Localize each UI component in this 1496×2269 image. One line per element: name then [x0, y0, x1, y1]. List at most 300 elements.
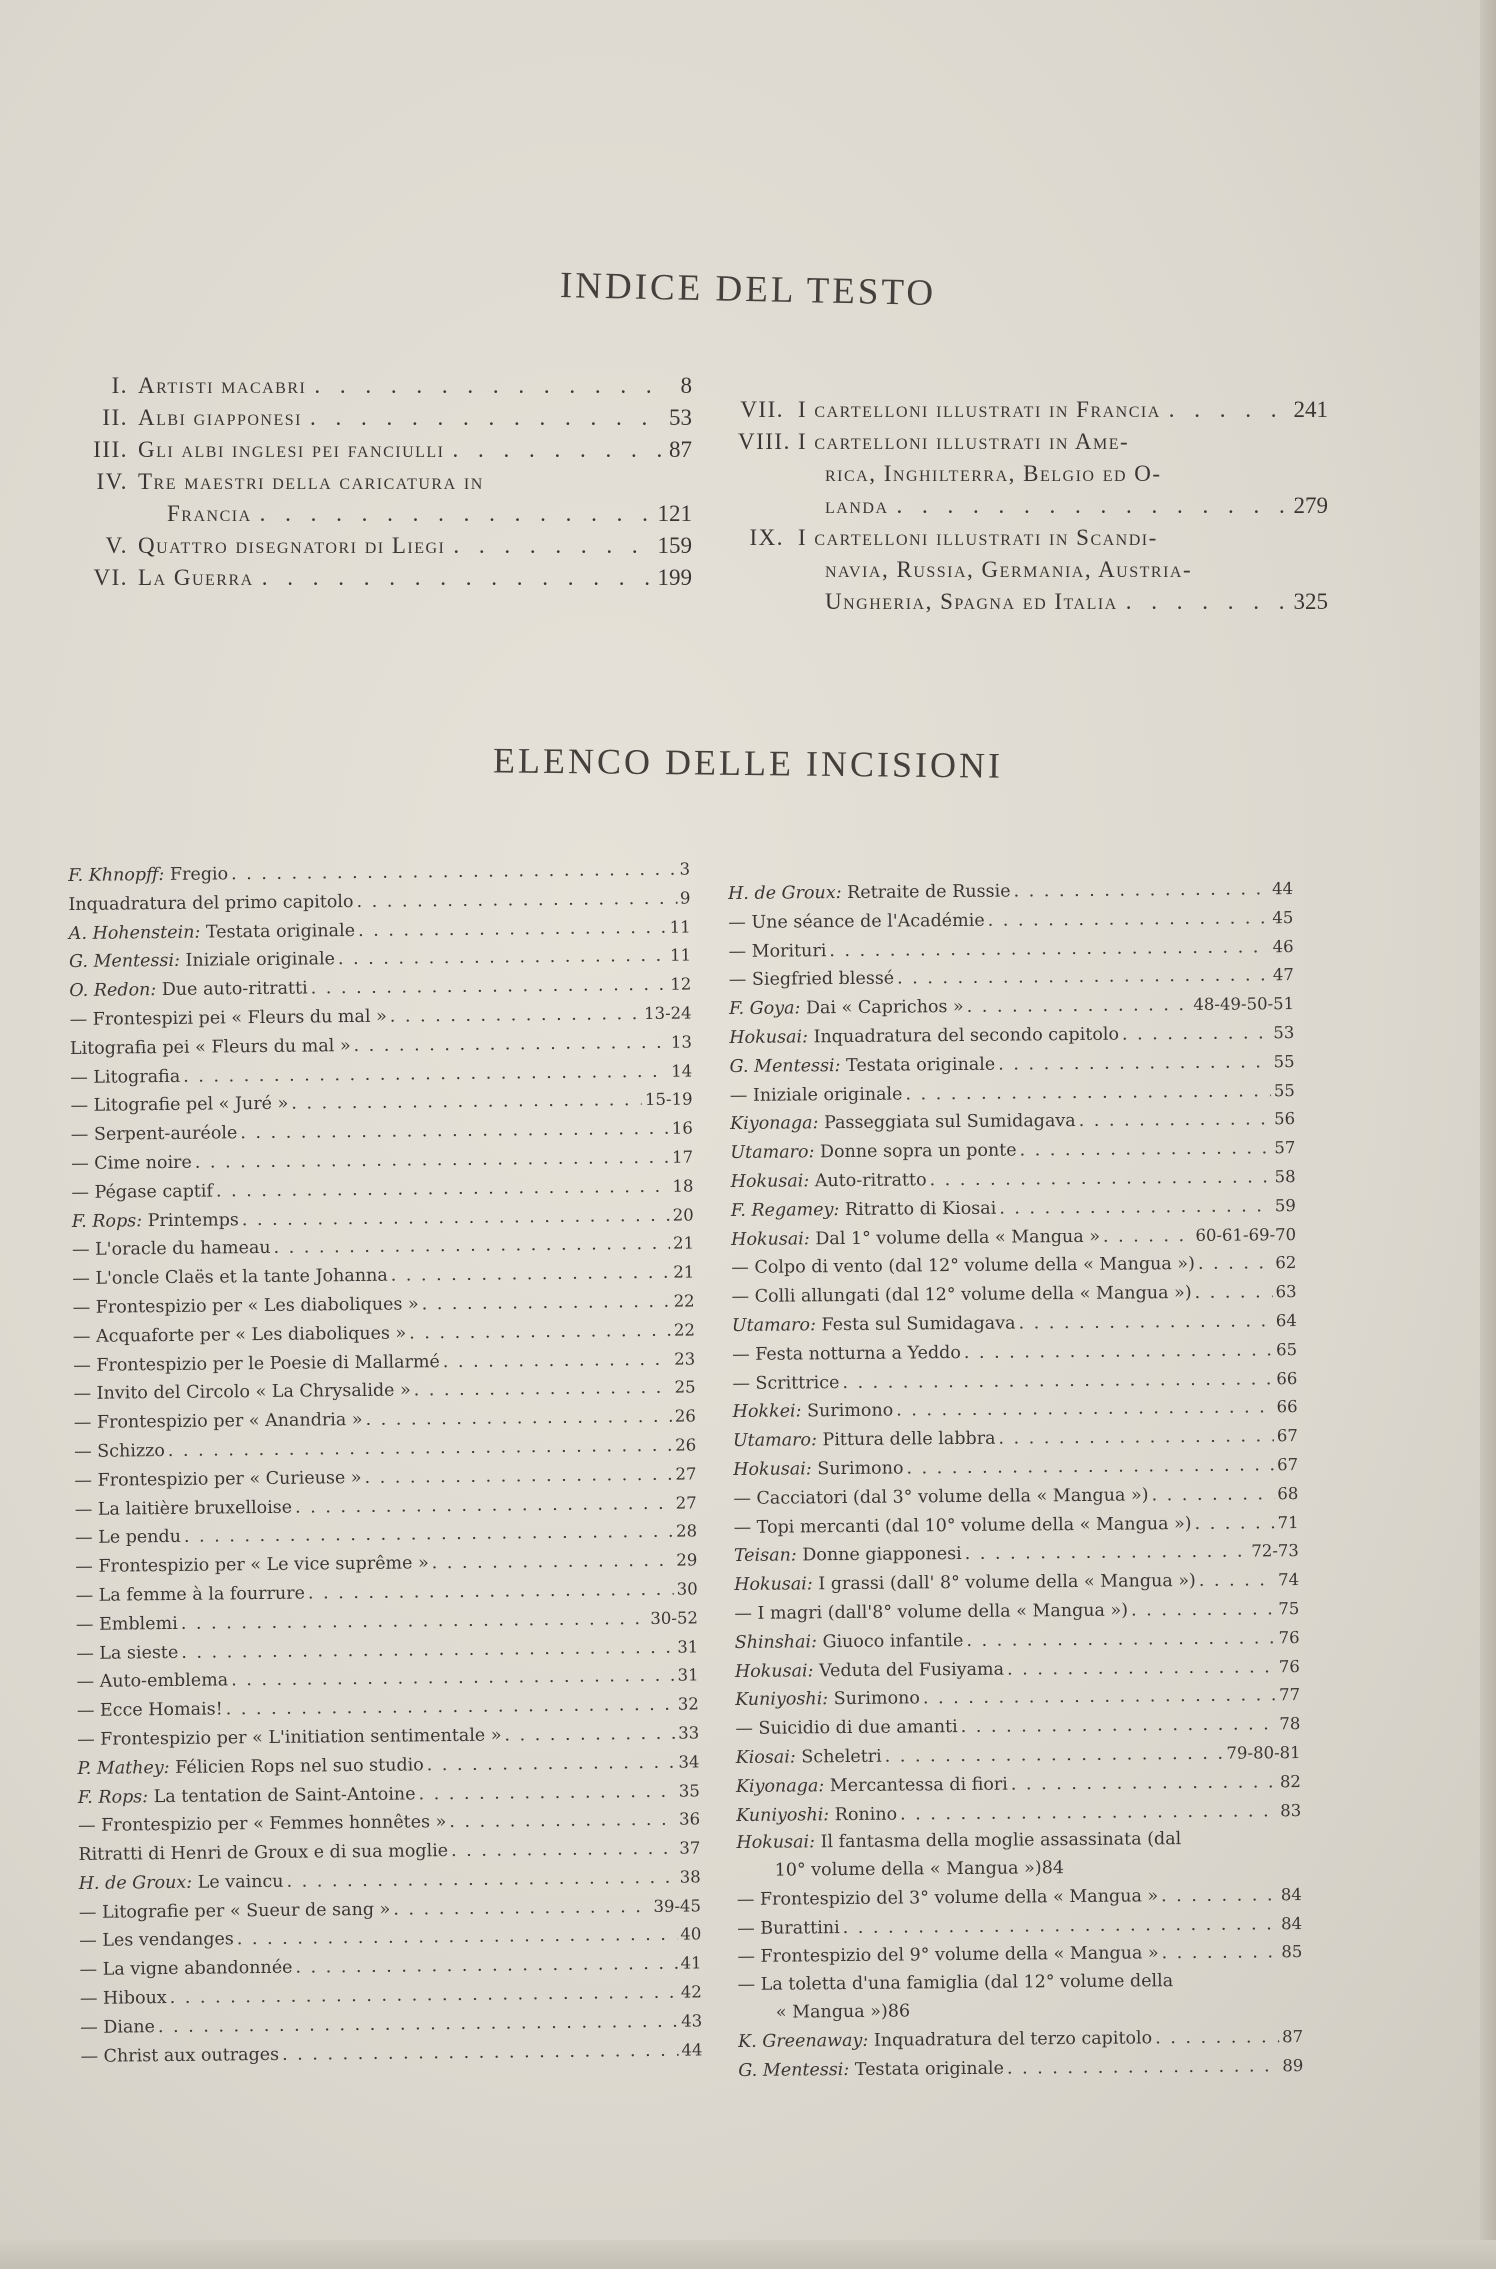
illustration-title-continued: 10° volume della « Mangua ») [774, 1858, 1042, 1881]
list-item-text [80, 2042, 279, 2072]
list-item-text [733, 1426, 996, 1456]
chapter-title: Gli albi inglesi pei fanciulli [138, 437, 445, 462]
leader-dots [158, 2009, 678, 2042]
leader-dots [1011, 1769, 1277, 1799]
illustration-title: — Frontespizio per « Femmes honnêtes » [77, 1812, 447, 1837]
leader-dots [1126, 586, 1286, 618]
list-item-text [728, 908, 985, 938]
toc-entry [92, 402, 692, 434]
page-number: 41 [680, 1953, 702, 1973]
list-item-text [77, 1697, 223, 1726]
page-number: 82 [1279, 1771, 1301, 1791]
leader-dots [311, 972, 668, 1004]
list-item-text [729, 938, 827, 967]
list-item [735, 1710, 1300, 1744]
leader-dots [364, 1461, 672, 1492]
page-number: 55 [1273, 1051, 1295, 1072]
page-number: 43 [681, 2011, 703, 2031]
toc-line [92, 370, 692, 402]
page-number: 11 [669, 917, 691, 937]
leader-dots [286, 1865, 676, 1897]
illustration-title: Passeggiata sul Sumidagava [823, 1111, 1076, 1134]
illustration-title: — Schizzo [74, 1440, 165, 1462]
list-item [730, 1077, 1295, 1111]
list-item-text [77, 1722, 502, 1754]
list-item-text [72, 1235, 271, 1265]
toc-line [92, 434, 692, 466]
illustration-title: — Pégase captif [71, 1181, 214, 1203]
list-item [733, 1480, 1298, 1514]
leader-dots [1169, 394, 1286, 426]
list-item-text [729, 1022, 1119, 1053]
page-number: 17 [672, 1147, 694, 1167]
artist-name: Shinshai: [734, 1631, 818, 1653]
list-item [731, 1163, 1296, 1197]
list-item [738, 2023, 1303, 2057]
list-item-text [74, 1407, 363, 1438]
illustration-title: Veduta del Fusiyama [818, 1659, 1005, 1681]
list-item [737, 1910, 1302, 1944]
artist-name: Teisan: [733, 1545, 797, 1567]
artist-name: F. Goya: [729, 998, 801, 1020]
page-number: 67 [1277, 1454, 1299, 1475]
illustration-title-continued: « Mangua ») [775, 2001, 888, 2023]
page-number: 84 [1280, 1884, 1302, 1905]
leader-dots [1020, 1135, 1272, 1165]
list-item-text [77, 1752, 424, 1783]
list-item-text [71, 1150, 192, 1179]
page-number: 35 [678, 1780, 700, 1801]
chapter-title: I cartelloni illustrati in Ame- [798, 429, 1130, 454]
list-item-text [70, 1004, 387, 1035]
leader-dots [897, 490, 1286, 522]
list-item-text [76, 1580, 305, 1610]
leader-dots [900, 1798, 1277, 1829]
page-number: 325 [1293, 589, 1328, 614]
page-number: 62 [1275, 1253, 1297, 1273]
page-number: 21 [673, 1262, 695, 1282]
page-number: 23 [674, 1349, 696, 1369]
illustration-title: Scheletri [801, 1746, 882, 1768]
artist-name: Hokusai: [734, 1660, 814, 1682]
illustration-title: Fregio [169, 864, 229, 885]
illustration-title: — Invito del Circolo « La Chrysalide » [73, 1380, 411, 1405]
leader-dots [896, 1395, 1274, 1426]
page-number: 9 [679, 888, 691, 908]
page-number: 13-24 [643, 1003, 692, 1023]
illustration-title: Testata originale [854, 2058, 1005, 2080]
illustration-title: — L'oracle du hameau [71, 1238, 271, 1261]
page-number: 77 [1279, 1685, 1301, 1705]
artist-name: H. de Groux: [728, 883, 842, 904]
list-item-text [70, 1063, 180, 1092]
leader-dots [242, 1202, 670, 1234]
artist-name: G. Mentessi: [729, 1055, 841, 1077]
leader-dots [829, 934, 1269, 966]
list-item [736, 1797, 1301, 1831]
indice-right-column [738, 394, 1328, 618]
leader-dots [1151, 1481, 1274, 1510]
illustration-title: Inquadratura del secondo capitolo [813, 1024, 1120, 1048]
toc-entry [92, 466, 692, 530]
artist-name: A. Hohenstein: [68, 922, 201, 944]
leader-dots [393, 1894, 650, 1924]
page-number: 29 [676, 1550, 698, 1570]
illustration-title: Il fantasma della moglie assassinata (dal [820, 1829, 1182, 1853]
list-item-text [737, 1941, 1158, 1972]
list-item-text [730, 1138, 1016, 1168]
list-item-text [75, 1524, 181, 1553]
page-number: 18 [672, 1176, 694, 1196]
leader-dots [231, 1663, 675, 1695]
list-item-text [732, 1340, 961, 1370]
list-item-text [68, 889, 353, 920]
list-item-text [736, 1744, 882, 1773]
page-number: 60-61-69-70 [1195, 1224, 1297, 1245]
leader-dots [923, 1683, 1276, 1714]
illustration-title: Inquadratura del terzo capitolo [873, 2028, 1153, 2051]
page-number: 3 [679, 859, 691, 879]
illustration-title: Inquadratura del primo capitolo [68, 891, 354, 915]
illustration-title: — Litografie pel « Juré » [70, 1094, 289, 1117]
page-bottom-edge [0, 2240, 1496, 2269]
page-number: 27 [675, 1492, 697, 1513]
leader-dots [260, 498, 650, 530]
illustration-title: — Emblemi [75, 1613, 178, 1635]
page-number: 53 [669, 405, 692, 430]
artist-name: Kiyonaga: [735, 1775, 825, 1797]
illustration-title: — Ecce Homais! [76, 1699, 223, 1722]
chapter-title-line: rica, Inghilterra, Belgio ed O- [825, 461, 1162, 486]
artist-name: Utamaro: [730, 1142, 815, 1164]
artist-name: Kiyonaga: [730, 1113, 819, 1135]
list-item-text [73, 1378, 410, 1409]
illustration-title: Ritratto di Kiosai [844, 1198, 997, 1220]
leader-dots [391, 1260, 671, 1291]
leader-dots [295, 1951, 677, 1983]
leader-dots [998, 1423, 1274, 1453]
artist-name: Kuniyoshi: [736, 1804, 830, 1826]
list-item [737, 1881, 1302, 1915]
leader-dots [310, 402, 661, 434]
leader-dots [427, 1749, 676, 1779]
page-number: 33 [678, 1723, 700, 1743]
elenco-title: ELENCO DELLE INCISIONI [492, 740, 1004, 786]
artist-name: Hokusai: [729, 1027, 809, 1048]
leader-dots [308, 1577, 674, 1609]
leader-dots [961, 1711, 1277, 1742]
leader-dots [1198, 1251, 1273, 1279]
leader-dots [504, 1721, 675, 1751]
leader-dots [897, 963, 1270, 994]
leader-dots [291, 1087, 642, 1118]
illustration-title: — Iniziale originale [729, 1084, 903, 1106]
page-number: 72-73 [1251, 1541, 1299, 1561]
leader-dots [1018, 1308, 1273, 1338]
leader-dots [231, 857, 677, 889]
list-item-text [735, 1628, 964, 1658]
list-item [736, 1768, 1301, 1802]
leader-dots [314, 370, 672, 402]
list-item-text [728, 879, 1011, 909]
illustration-title: — Frontespizio per « Le vice suprême » [75, 1553, 429, 1578]
list-item-text [76, 1611, 178, 1640]
illustration-title: — Siegfried blessé [728, 968, 895, 991]
chapter-title-continued [92, 498, 692, 530]
indice-left-column [92, 370, 692, 594]
illustration-title: Le vaincu [197, 1871, 284, 1893]
list-item [738, 2052, 1303, 2086]
artist-name: K. Greenaway: [738, 2030, 869, 2052]
page-number: 75 [1278, 1598, 1300, 1619]
illustration-title: — Litografia [70, 1066, 181, 1088]
artist-name: H. de Groux: [78, 1872, 193, 1894]
leader-dots [449, 1807, 676, 1837]
list-item [730, 1048, 1295, 1082]
chapter-number: VIII. [738, 429, 791, 454]
chapter-number: IX. [749, 525, 784, 550]
list-item [733, 1451, 1298, 1485]
illustration-title: Surimono [833, 1688, 920, 1710]
page-number: 57 [1274, 1138, 1296, 1158]
list-item-text [734, 1511, 1192, 1543]
illustration-title: Auto-ritratto [814, 1170, 927, 1192]
leader-dots [1194, 1510, 1274, 1538]
page-number: 31 [677, 1665, 699, 1685]
illustration-title: Ritratti di Henri de Groux e di sua moglie [78, 1841, 449, 1866]
artist-name: G. Mentessi: [68, 951, 181, 973]
illustration-title: Testata originale [205, 920, 356, 943]
illustration-title: — Frontespizio per le Poesie di Mallarmé [73, 1351, 440, 1376]
leader-dots [1122, 1020, 1271, 1049]
page-number: 85 [1281, 1942, 1303, 1962]
illustration-title: — Burattini [737, 1917, 840, 1939]
leader-dots [998, 1049, 1271, 1079]
list-item-text [73, 1320, 407, 1351]
page-number: 89 [1282, 2055, 1304, 2075]
list-item-text [78, 1838, 448, 1870]
illustration-title: — La laitière bruxelloise [74, 1497, 293, 1520]
leader-dots [181, 1634, 674, 1667]
illustration-title: — Une séance de l'Académie [728, 910, 985, 933]
list-item-text [731, 1251, 1195, 1283]
illustration-title: — Auto-emblema [76, 1670, 229, 1693]
list-item-text [79, 1896, 391, 1927]
page-number: 48-49-50-51 [1193, 994, 1295, 1015]
leader-dots [356, 885, 677, 916]
page-number: 14 [671, 1061, 693, 1081]
chapter-title: Albi giapponesi [138, 405, 302, 430]
chapter-number: VII. [740, 397, 784, 422]
leader-dots [842, 1366, 1273, 1398]
artist-name: Utamaro: [732, 1430, 818, 1452]
chapter-title-continued [738, 586, 1328, 618]
list-item-text [730, 1051, 996, 1081]
artist-name: F. Rops: [71, 1210, 143, 1232]
page-number: 32 [677, 1694, 699, 1714]
leader-dots [414, 1375, 672, 1405]
list-item-text [730, 1108, 1076, 1139]
leader-dots [365, 1404, 672, 1435]
list-item [737, 1939, 1302, 1973]
page-number: 36 [678, 1809, 701, 1829]
page-number: 45 [1272, 907, 1294, 928]
page-number: 76 [1278, 1656, 1300, 1676]
illustration-title: — Les vendanges [79, 1929, 234, 1952]
page-number: 64 [1275, 1311, 1297, 1331]
illustration-title: Iniziale originale [185, 949, 336, 972]
leader-dots [453, 434, 661, 466]
page-number: 53 [1273, 1023, 1295, 1043]
chapter-title: Quattro disegnatori di Liegi [138, 533, 446, 558]
artist-name: Hokusai: [731, 1228, 810, 1250]
page-number: 159 [657, 533, 692, 558]
page-number: 16 [671, 1118, 693, 1138]
leader-dots [967, 992, 1191, 1022]
list-item [736, 1739, 1301, 1773]
list-item-text [737, 1883, 1158, 1914]
artist-name: Kiosai: [735, 1747, 796, 1768]
page-number: 40 [680, 1924, 702, 1945]
list-item-text [733, 1482, 1148, 1513]
page-number: 86 [887, 2001, 911, 2022]
list-item-text [75, 1550, 429, 1581]
page-number: 65 [1276, 1339, 1298, 1359]
elenco-left-column [68, 855, 703, 2071]
leader-dots [418, 1778, 676, 1808]
illustration-title: — Frontespizio del 9° volume della « Mangua » [737, 1943, 1159, 1968]
illustration-title: — La femme à la fourrure [75, 1583, 305, 1606]
illustration-title: — La vigne abandonnée [79, 1957, 293, 1981]
list-item-text [732, 1310, 1016, 1340]
illustration-title: Due auto-ritratti [161, 978, 308, 1001]
illustration-title: — Frontespizio del 3° volume della « Mangua » [736, 1886, 1159, 1910]
chapter-title-line: Francia [167, 501, 252, 526]
list-item [733, 1393, 1298, 1427]
leader-dots [965, 1539, 1249, 1569]
illustration-title: — Frontespizi pei « Fleurs du mal » [69, 1006, 387, 1030]
page-number: 241 [1293, 397, 1328, 422]
page-number: 27 [675, 1464, 697, 1484]
illustration-title: — Cacciatori (dal 3° volume della « Mangua ») [733, 1485, 1149, 1509]
page-number: 63 [1275, 1282, 1297, 1302]
list-item-text [69, 947, 335, 978]
leader-dots [195, 1145, 670, 1178]
illustration-title: — L'oncle Claës et la tante Johanna [72, 1265, 388, 1290]
page-number: 37 [679, 1838, 701, 1858]
page-number: 66 [1276, 1397, 1298, 1417]
illustration-title: — La toletta d'una famiglia (dal 12° volume della [737, 1971, 1174, 1996]
illustration-title: — Diane [80, 2017, 156, 2038]
toc-entry [738, 522, 1328, 618]
artist-name: Hokusai: [733, 1459, 812, 1480]
list-item [735, 1653, 1300, 1687]
leader-dots [443, 1346, 672, 1376]
list-item [731, 1249, 1296, 1283]
page-number: 20 [672, 1205, 694, 1225]
illustration-title: Dal 1° volume della « Mangua » [815, 1226, 1101, 1249]
leader-dots [1007, 2053, 1280, 2083]
list-item [733, 1422, 1298, 1456]
list-item-text [729, 994, 964, 1024]
illustration-title: Donne sopra un ponte [819, 1140, 1017, 1163]
illustration-title: Dai « Caprichos » [805, 997, 964, 1019]
chapter-number: VI. [93, 565, 128, 590]
list-item-text [71, 1178, 213, 1207]
leader-dots [1161, 1882, 1278, 1911]
page-number: 26 [674, 1406, 696, 1426]
list-item [729, 1019, 1294, 1053]
leader-dots [273, 1231, 670, 1263]
list-item-text [79, 1927, 234, 1956]
page-number: 31 [677, 1636, 699, 1657]
list-item-text [734, 1597, 1128, 1628]
list-item-text [73, 1291, 419, 1322]
leader-dots [1155, 2024, 1279, 2053]
toc-entry [92, 562, 692, 594]
illustration-title: — Topi mercanti (dal 10° volume della « Mangua ») [733, 1513, 1192, 1538]
illustration-title: — Le pendu [74, 1527, 182, 1549]
leader-dots [905, 1078, 1271, 1109]
list-item-text [736, 1801, 897, 1830]
illustration-title: Printemps [147, 1209, 239, 1231]
toc-line [92, 562, 692, 594]
list-item [730, 1134, 1295, 1168]
page-number: 12 [670, 974, 692, 994]
page-number: 84 [1281, 1913, 1303, 1933]
leader-dots [432, 1548, 674, 1578]
artist-name: P. Mathey: [77, 1757, 170, 1779]
illustration-title: — Frontespizio per « L'initiation sentimentale » [77, 1725, 502, 1750]
list-item-text [72, 1263, 388, 1294]
list-item [734, 1537, 1299, 1571]
illustration-title: — La sieste [76, 1642, 179, 1664]
page-number: 44 [681, 2040, 703, 2060]
illustration-title: — Colpo di vento (dal 12° volume della « Mangua ») [731, 1254, 1196, 1279]
leader-dots [1103, 1223, 1193, 1252]
chapter-title: Tre maestri della caricatura in [138, 469, 484, 494]
artist-name: Hokkei: [732, 1401, 802, 1423]
toc-entry [738, 426, 1328, 522]
leader-dots [338, 943, 667, 974]
list-item [732, 1365, 1297, 1399]
leader-dots [906, 1452, 1274, 1483]
list-item-text [79, 1955, 292, 1985]
artist-name: F. Regamey: [730, 1199, 840, 1221]
list-item-text [732, 1280, 1192, 1312]
indice-title: INDICE DEL TESTO [559, 265, 937, 314]
illustration-title: Festa sul Sumidagava [821, 1313, 1016, 1336]
page-number: 30-52 [650, 1608, 699, 1628]
list-item-text [68, 861, 228, 890]
leader-dots [966, 1625, 1275, 1655]
illustration-title: — Morituri [728, 940, 827, 962]
list-item-text [734, 1568, 1196, 1600]
list-item-text [69, 918, 356, 949]
page-number: 34 [678, 1752, 700, 1772]
chapter-number: V. [105, 533, 128, 558]
page-number: 28 [675, 1521, 698, 1541]
artist-name: Hokusai: [736, 1832, 816, 1854]
illustration-title: Litografia pei « Fleurs du mal » [69, 1035, 351, 1059]
page-edge [1480, 0, 1496, 2269]
chapter-title-continued [738, 458, 1328, 490]
list-item [734, 1566, 1299, 1600]
toc-line [92, 402, 692, 434]
leader-dots [295, 1490, 673, 1522]
list-item-text [72, 1207, 239, 1237]
page-number: 26 [675, 1435, 697, 1455]
